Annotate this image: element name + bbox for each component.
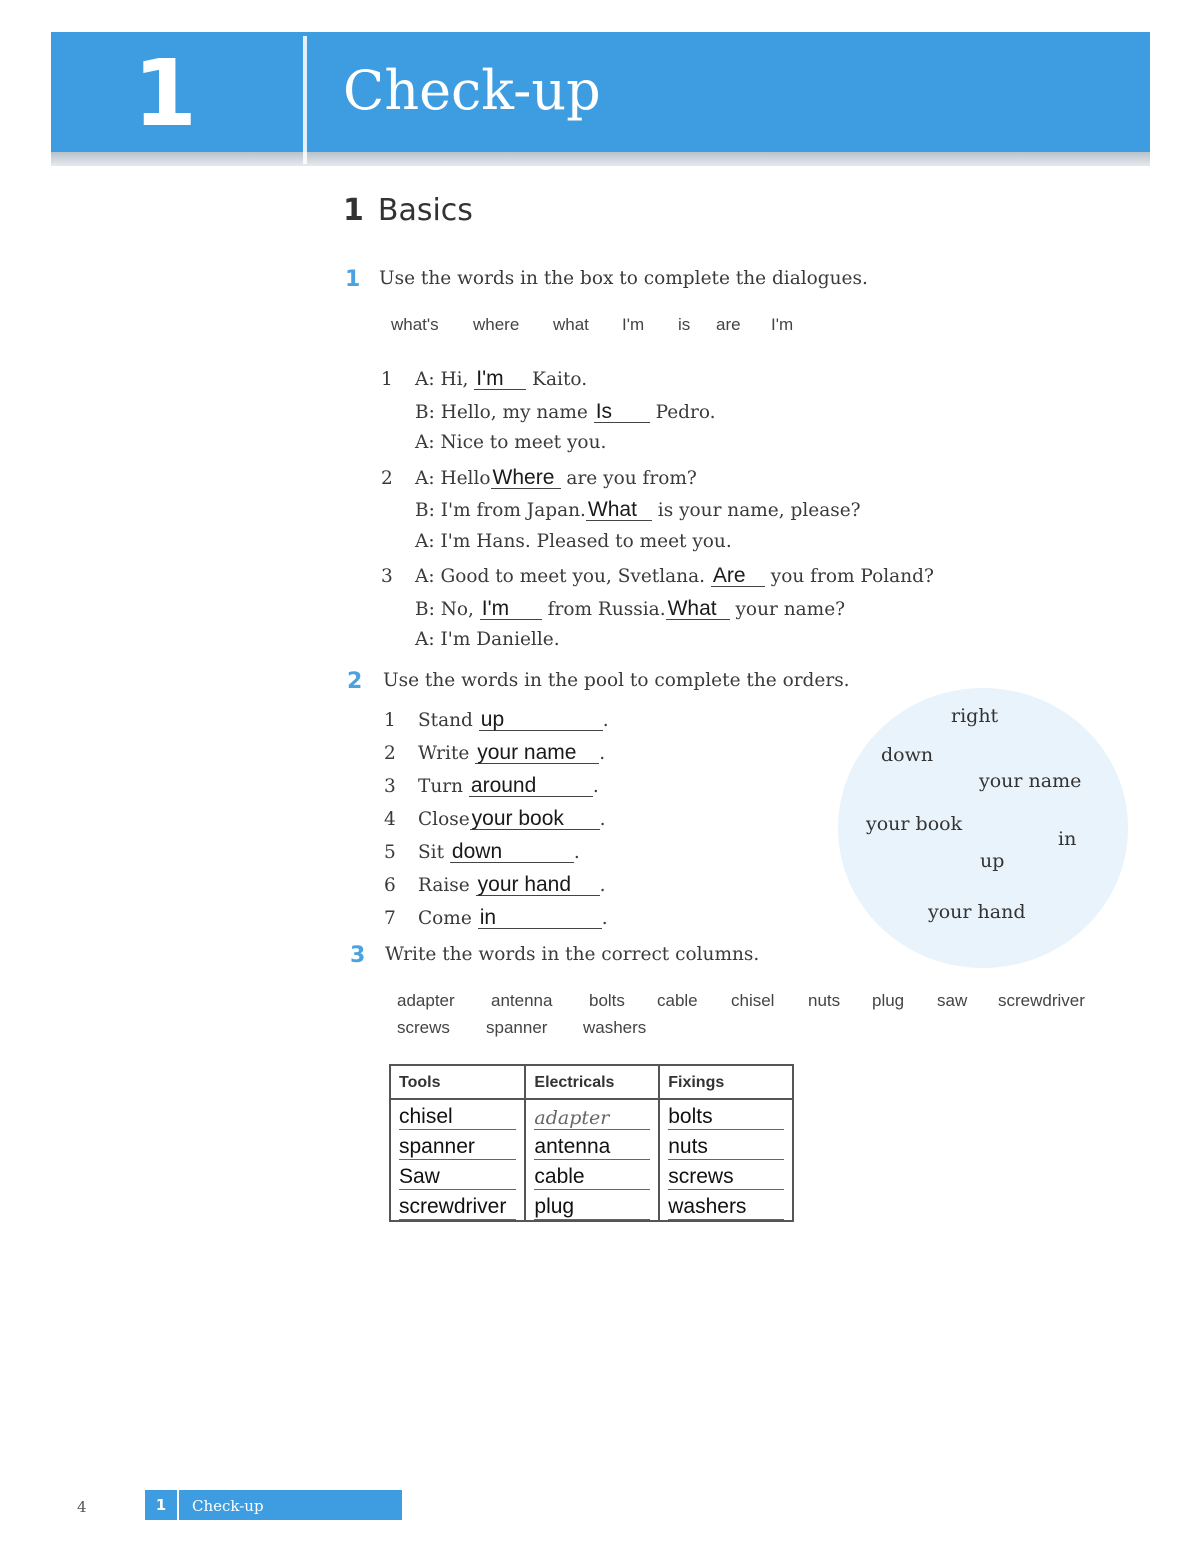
cell-text: spanner xyxy=(399,1135,516,1160)
cell-text: nuts xyxy=(668,1135,784,1160)
exercise-2-number: 2 xyxy=(347,669,363,694)
pool-word: right xyxy=(951,705,999,727)
box-word: is xyxy=(678,315,691,334)
pool-word: your book xyxy=(866,813,963,835)
pool-word: up xyxy=(980,850,1005,872)
dialogue-2-line-b1 xyxy=(415,499,861,521)
section-number: 1 xyxy=(343,193,364,228)
list-word: plug xyxy=(872,991,905,1010)
answer-blank[interactable]: around xyxy=(469,775,593,797)
dialogue-text: B: I'm from Japan. xyxy=(415,500,586,521)
table-header-row xyxy=(390,1065,793,1099)
order-number: 4 xyxy=(384,809,396,830)
list-word: antenna xyxy=(491,991,553,1010)
cell-text: plug xyxy=(534,1195,650,1220)
answer-blank[interactable]: I'm xyxy=(480,598,542,620)
answer-blank[interactable]: your book xyxy=(470,808,600,830)
dialogue-3-line-a2: A: I'm Danielle. xyxy=(415,629,560,650)
answer-blank[interactable]: Are xyxy=(711,565,765,587)
list-word: saw xyxy=(937,991,968,1010)
answer-blank[interactable]: in xyxy=(478,907,602,929)
dialogue-2-line-a1 xyxy=(381,467,697,489)
table-row xyxy=(390,1160,793,1190)
cell-text: screws xyxy=(668,1165,784,1190)
list-word: spanner xyxy=(486,1018,548,1037)
box-word: I'm xyxy=(622,315,645,334)
dialogue-1-line-a2: A: Nice to meet you. xyxy=(415,432,607,453)
order-item: 3 Turn around . xyxy=(384,774,599,797)
dialogue-text: Kaito. xyxy=(526,369,588,390)
order-verb: Close xyxy=(418,809,470,830)
footer-unit-number: 1 xyxy=(145,1490,179,1520)
dialogue-2-line-a2: A: I'm Hans. Pleased to meet you. xyxy=(415,531,732,552)
dialogue-text: A: Hi, xyxy=(415,369,475,390)
list-word: adapter xyxy=(397,991,455,1010)
exercise-3-number: 3 xyxy=(350,943,366,968)
list-word: bolts xyxy=(589,991,625,1010)
dialogue-text: A: Hello xyxy=(415,468,491,489)
list-word: screwdriver xyxy=(998,991,1085,1010)
order-number: 5 xyxy=(384,842,396,863)
order-item: 1 Stand up . xyxy=(384,708,609,731)
cell-text: Saw xyxy=(399,1165,516,1190)
columns-table xyxy=(389,1064,794,1222)
order-item: 6 Raise your hand . xyxy=(384,873,606,896)
list-word: screws xyxy=(397,1018,450,1037)
footer-label: Check-up xyxy=(192,1497,264,1515)
list-word: washers xyxy=(583,1018,647,1037)
list-word: cable xyxy=(657,991,698,1010)
section-title: Basics xyxy=(377,193,473,228)
order-verb: Turn xyxy=(418,776,464,797)
pool-word: your hand xyxy=(928,901,1026,923)
box-word: are xyxy=(716,315,741,334)
table-cell[interactable] xyxy=(390,1130,525,1160)
dialogue-number: 2 xyxy=(381,468,393,489)
order-verb: Sit xyxy=(418,842,445,863)
dialogue-text: from Russia. xyxy=(541,599,666,620)
table-row xyxy=(390,1099,793,1130)
order-item: 4 Closeyour book . xyxy=(384,807,606,830)
box-word: I'm xyxy=(771,315,794,334)
table-cell[interactable] xyxy=(659,1190,793,1221)
section-heading xyxy=(343,193,473,228)
order-number: 1 xyxy=(384,710,396,731)
order-number: 3 xyxy=(384,776,396,797)
unit-number: 1 xyxy=(133,40,198,147)
answer-blank[interactable]: up xyxy=(479,709,603,731)
dialogue-1-line-b1 xyxy=(415,401,716,423)
order-verb: Stand xyxy=(418,710,473,731)
dialogue-text: B: Hello, my name xyxy=(415,402,594,423)
exercise-2-instruction: Use the words in the pool to complete the orders. xyxy=(383,670,850,691)
answer-blank[interactable]: Where xyxy=(491,467,561,489)
header-divider xyxy=(303,36,307,164)
header-banner-shadow xyxy=(51,152,1150,166)
list-word: chisel xyxy=(731,991,775,1010)
order-verb: Raise xyxy=(418,875,470,896)
table-cell[interactable] xyxy=(390,1190,525,1221)
pool-word: down xyxy=(881,744,934,766)
order-item: 7 Come in . xyxy=(384,906,608,929)
box-word: what's xyxy=(391,315,439,334)
order-item: 2 Write your name . xyxy=(384,741,606,764)
table-header: Fixings xyxy=(659,1065,793,1099)
list-word: nuts xyxy=(808,991,841,1010)
table-row xyxy=(390,1130,793,1160)
answer-blank[interactable]: your hand xyxy=(476,874,600,896)
dialogue-text: are you from? xyxy=(560,468,697,489)
table-header: Electricals xyxy=(525,1065,659,1099)
unit-title: Check-up xyxy=(343,59,601,122)
pool-word: your name xyxy=(979,770,1082,792)
table-cell[interactable] xyxy=(659,1160,793,1190)
table-cell[interactable] xyxy=(525,1160,659,1190)
answer-blank[interactable]: down xyxy=(450,841,574,863)
page-number: 4 xyxy=(77,1498,87,1516)
pool-word: in xyxy=(1058,828,1077,850)
dialogue-text: you from Poland? xyxy=(764,566,934,587)
dialogue-3-line-a1 xyxy=(381,565,934,587)
table-cell[interactable] xyxy=(525,1190,659,1221)
dialogue-1-line-a1 xyxy=(381,368,587,390)
table-cell[interactable] xyxy=(659,1130,793,1160)
dialogue-text: B: No, xyxy=(415,599,480,620)
answer-blank[interactable]: Is xyxy=(594,401,650,423)
dialogue-text: Pedro. xyxy=(649,402,716,423)
box-word: where xyxy=(473,315,520,334)
table-cell[interactable] xyxy=(390,1099,525,1130)
dialogue-number: 3 xyxy=(381,566,393,587)
cell-text: antenna xyxy=(534,1135,650,1160)
answer-blank[interactable]: your name xyxy=(475,742,599,764)
dialogue-number: 1 xyxy=(381,369,393,390)
cell-text: chisel xyxy=(399,1105,516,1130)
exercise-3-instruction: Write the words in the correct columns. xyxy=(385,944,760,965)
answer-blank[interactable]: What xyxy=(666,598,730,620)
cell-text: cable xyxy=(534,1165,650,1190)
table-cell[interactable] xyxy=(525,1099,659,1130)
cell-text: screwdriver xyxy=(399,1195,516,1220)
table-cell[interactable] xyxy=(390,1160,525,1190)
box-word: what xyxy=(553,315,589,334)
order-verb: Come xyxy=(418,908,472,929)
order-verb: Write xyxy=(418,743,470,764)
order-number: 2 xyxy=(384,743,396,764)
table-cell[interactable] xyxy=(659,1099,793,1130)
answer-blank[interactable]: I'm xyxy=(474,368,526,390)
answer-blank[interactable]: What xyxy=(586,499,652,521)
dialogue-text: is your name, please? xyxy=(651,500,861,521)
cell-text: bolts xyxy=(668,1105,784,1130)
exercise-1-instruction: Use the words in the box to complete the dialogues. xyxy=(379,268,868,289)
dialogue-text: A: Good to meet you, Svetlana. xyxy=(415,566,711,587)
exercise-1-number: 1 xyxy=(345,267,361,292)
dialogue-text: your name? xyxy=(729,599,846,620)
cell-text: washers xyxy=(668,1195,784,1220)
footer-bar xyxy=(145,1490,402,1520)
dialogue-3-line-b1 xyxy=(415,598,845,620)
table-row xyxy=(390,1190,793,1221)
cell-text: adapter xyxy=(534,1107,650,1130)
order-number: 6 xyxy=(384,875,396,896)
order-item: 5 Sit down . xyxy=(384,840,580,863)
table-cell[interactable] xyxy=(525,1130,659,1160)
table-header: Tools xyxy=(390,1065,525,1099)
order-number: 7 xyxy=(384,908,396,929)
